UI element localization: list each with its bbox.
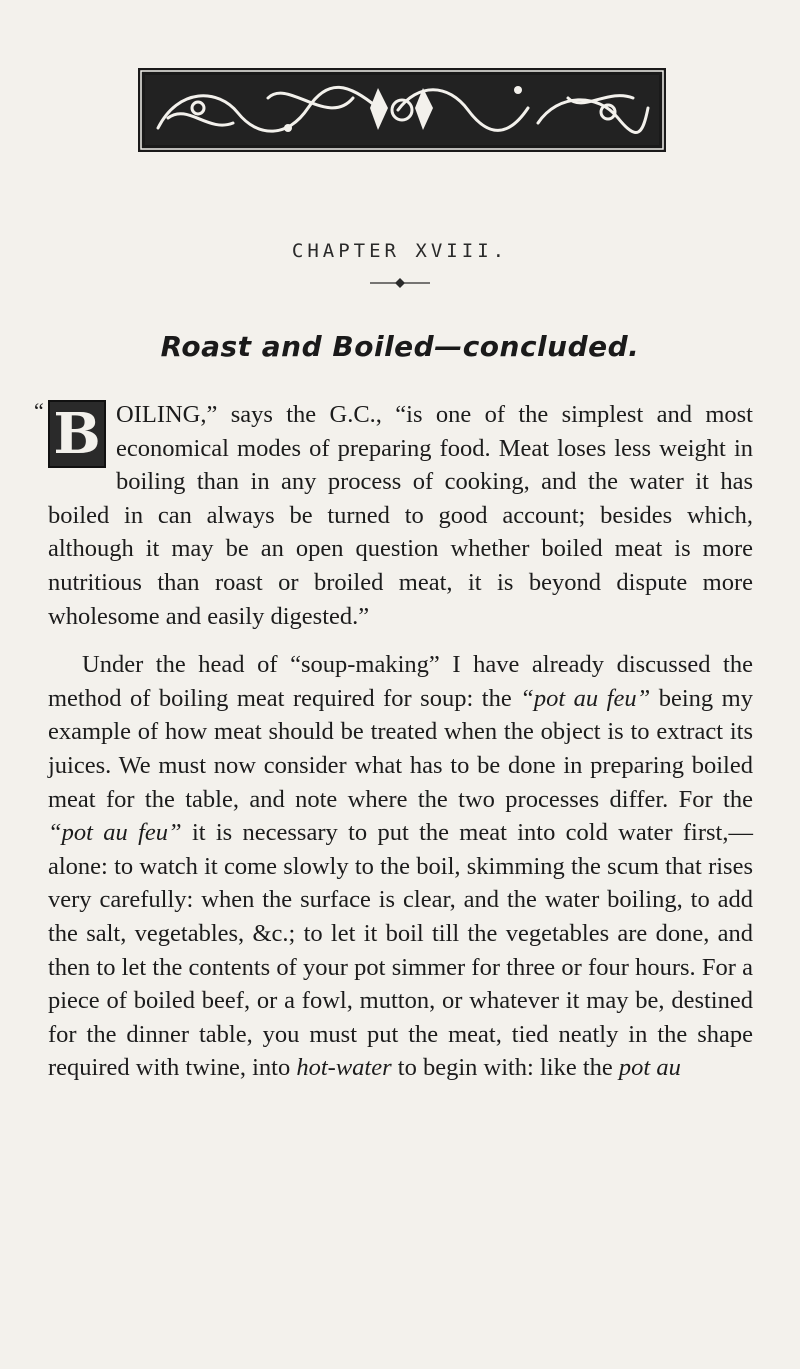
paragraph-1-text: OILING,” says the G.C., “is one of the simplest and most economical modes of preparing food. Meat loses less weight in boiling than in any process of cooking, and the water it has boiled in can always be turned to good account; besides which, although it may be an open question whether boiled meat is more nutritious than roast or broiled meat, it is beyond dispute more wholesome and easily digested.”: [48, 401, 753, 630]
chapter-heading: CHAPTER XVIII.: [291, 240, 509, 262]
paragraph-2-italic-a: “pot au feu”: [520, 684, 651, 712]
drop-cap-letter: B: [48, 400, 106, 468]
paragraph-2-italic-b: “pot au feu”: [48, 819, 182, 847]
paragraph-2-text-d: to begin with: like the: [391, 1054, 619, 1082]
paragraph-2-text-c: it is necessary to put the meat into cold water first,—alone: to watch it come slowly to the boil, skimming the scum that rises very carefully: when the surface is clear, and the water boiling, to add the salt, vegetables, &c.; to let it boil till the vegetables are done, and then to let the contents of your pot simmer for three or four hours. For a piece of boiled beef, or a fowl, mutton, or whatever it may be, destined for the dinner table, you must put the meat, tied neatly in the shape required with twine, into: [48, 819, 753, 1082]
drop-cap-block: [34, 398, 106, 467]
opening-quote: “: [34, 398, 44, 423]
section-title: Roast and Boiled—concluded.: [160, 330, 640, 363]
paragraph-2: [48, 648, 753, 1085]
paragraph-2-italic-c: hot-water: [296, 1054, 392, 1082]
paragraph-2-text-b: being my example of how meat should be treated when the object is to extract its juices. We must now consider what has to be done in preparing boiled meat for the table, and note where the two processes differ. For the: [48, 684, 753, 813]
body-text: [34, 398, 753, 1085]
paragraph-2-text-a: Under the head of “soup-making” I have already discussed the method of boiling meat required for soup: the: [48, 651, 753, 712]
ornament-divider-icon: [360, 277, 440, 289]
paragraph-1: [34, 398, 753, 633]
paragraph-2-italic-d: pot au: [618, 1054, 681, 1082]
decorative-headpiece: [138, 68, 666, 152]
